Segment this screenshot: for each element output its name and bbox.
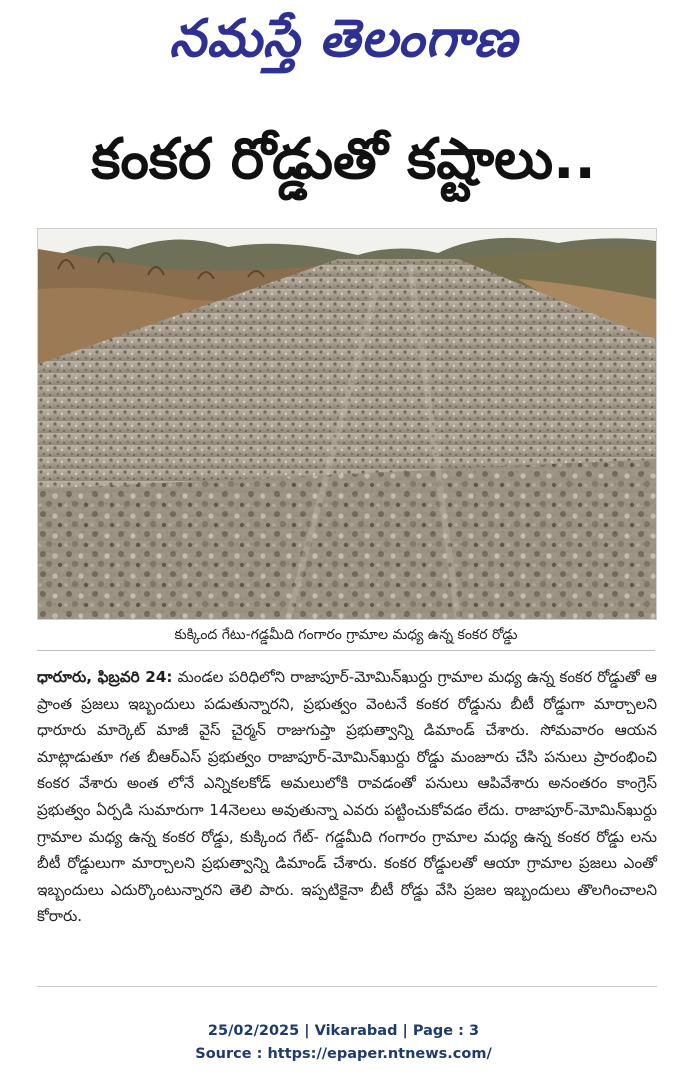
newspaper-masthead [0, 4, 687, 74]
gravel-road-photo [38, 229, 656, 619]
photo-caption [37, 620, 655, 651]
edition-info: 25/02/2025 | Vikarabad | Page : 3 [207, 1023, 480, 1039]
photo-caption-text: కుక్కింద గేటు-గడ్డమీది గంగారం గ్రామాల మధ్య ఉన్న కంకర రోడ్డు [174, 627, 518, 643]
article-paragraph [37, 664, 657, 930]
headline-text: కంకర రోడ్డుతో కష్టాలు.. [91, 127, 596, 192]
article-end-rule [37, 986, 657, 987]
article-text: మండల పరిధిలోని రాజాపూర్-మోమిన్‌ఖుర్దు గ్రామాల మధ్య ఉన్న కంకర రోడ్డుతో ఆ ప్రాంత ప్రజలు ఇబ్బందులు పడుతున్నారని, ప్రభుత్వం వెంటనే కంకర రోడ్డును బీటీ రోడ్డుగా మార్చాలని ధారూరు మార్కెట్ మాజీ వైస్ చైర్మన్ రాజుగుప్తా ప్రభుత్వాన్ని డిమాండ్ చేశారు. సోమవారం ఆయన మాట్లాడుతూ గత బీఆర్‌ఎస్ ప్రభుత్వం రాజాపూర్-మోమిన్‌ఖుర్దు రోడ్డు మంజూరు చేసి పనులు ప్రారంభించి కంకర వేశారు అంత లోనే ఎన్నికలకోడ్ అమలులోకి రావడంతో పనులు ఆపివేశారు అనంతరం కాంగ్రెస్ ప్రభుత్వం ఏర్పడి సుమారుగా 14నెలలు అవుతున్నా ఎవరు పట్టించుకోవడం లేదు. రాజాపూర్-మోమిన్‌ఖుర్దు గ్రామాల మధ్య ఉన్న కంకర రోడ్డు, కుక్కింద గేట్- గడ్డమీది గంగారం గ్రామాల మధ్య ఉన్న కంకర రోడ్డు లను బీటీ రోడ్డులుగా మార్చాలని ప్రభుత్వాన్ని డిమాండ్ చేశారు. కంకర రోడ్డులతో ఆయా గ్రామాల ప్రజలు ఎంతో ఇబ్బందులు ఎదుర్కొంటున్నారని తెలి పారు. ఇప్పటికైనా బీటీ రోడ్డు వేసి ప్రజల ఇబ్బందులు తొలగించాలని కోరారు. [37, 668, 657, 926]
source-link[interactable]: Source : https://epaper.ntnews.com/ [195, 1046, 492, 1062]
page-footer [0, 1020, 687, 1066]
article-photo [37, 228, 657, 620]
article-headline [0, 118, 687, 202]
article-dateline: ధారూరు, ఫిబ్రవరి 24: [37, 668, 173, 686]
article-body [37, 664, 657, 930]
masthead-title: నమస్తే తెలంగాణ [169, 9, 518, 69]
